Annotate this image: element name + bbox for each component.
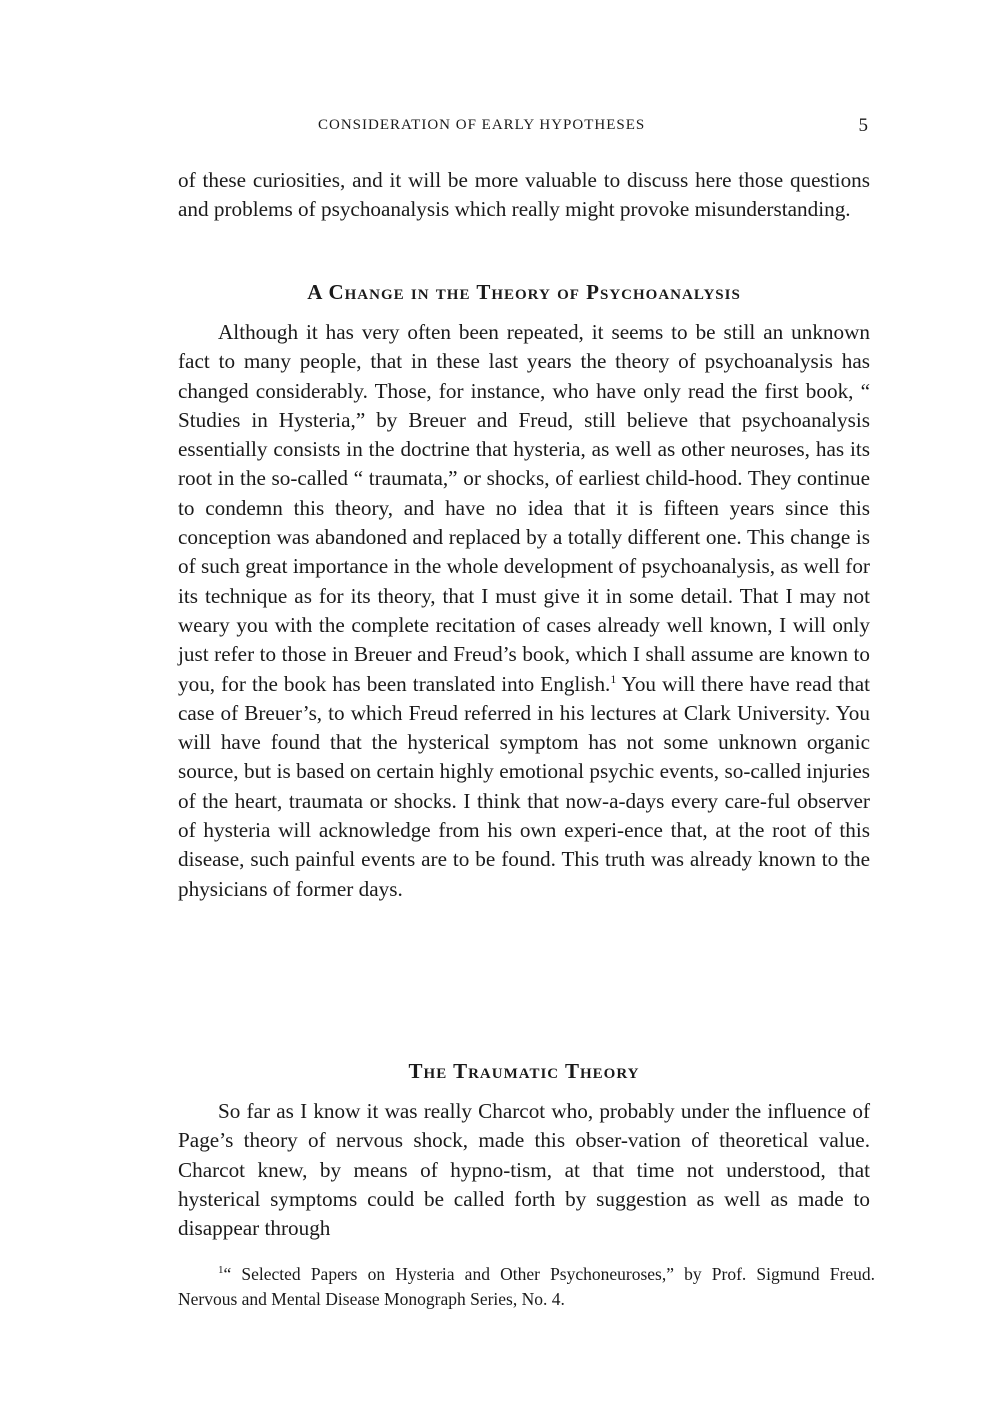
footnote-reference: 1: [610, 671, 617, 686]
section-heading-container: [178, 280, 870, 305]
paragraph-continued: [178, 166, 870, 225]
running-head: [178, 117, 868, 141]
paragraph-2-text-b: You will there have read that case of Breuer’s, to which Freud referred in his lectures at Clark University. You will have found that the hysterical symptom has not some unknown organic source, but is based on certain highly emotional psychic events, so-called injuries of the heart, traumata or shocks. I think that now-a-days every care-ful observer of hysteria will acknowledge from his own experi-ence that, at the root of this disease, such painful events are to be found. This truth was already known to the physicians of former days.: [178, 671, 870, 901]
footnote: [178, 1258, 875, 1312]
paragraph-2-container: [178, 318, 870, 904]
paragraph-1: of these curiosities, and it will be more valuable to discuss here those questions and problems of psychoanalysis which really might provoke misunderstanding.: [178, 168, 870, 222]
paragraph-3: So far as I know it was really Charcot who, probably under the influence of Page’s theory of nervous shock, made this obser-vation of theoretical value. Charcot knew, by means of hypno-tism, at that time not understood, that hysterical symptoms could be called forth by suggestion as well as made to disappear through: [178, 1099, 870, 1241]
paragraph-2-text-a: Although it has very often been repeated, it seems to be still an unknown fact to many people, that in these last years the theory of psychoanalysis has changed considerably. Those, for instance, who have only read the first book, “ Studies in Hysteria,” by Breuer and Freud, still believe that psychoanalysis essentially consists in the doctrine that hysteria, as well as other neuroses, has its root in the so-called “ traumata,” or shocks, of earliest child-hood. They continue to condemn this theory, and have no idea that it is fifteen years since this conception was abandoned and replaced by a totally different one. This change is of such great importance in the whole development of psychoanalysis, as well for its technique as for its theory, that I must give it in some detail. That I may not weary you with the complete recitation of cases already well known, I will only just refer to those in Breuer and Freud’s book, which I shall assume are known to you, for the book has been translated into English.: [178, 320, 870, 696]
section-heading-change-in-theory: A Change in the Theory of Psychoanalysis: [307, 280, 741, 304]
section-heading-traumatic-theory: The Traumatic Theory: [408, 1059, 640, 1083]
running-title: CONSIDERATION OF EARLY HYPOTHESES: [318, 117, 646, 133]
footnote-text: “ Selected Papers on Hysteria and Other Psychoneuroses,” by Prof. Sigmund Freud. Nervous and Mental Disease Monograph Series, No. 4.: [178, 1263, 875, 1309]
paragraph-3-container: [178, 1097, 870, 1243]
paragraph-2: [178, 318, 870, 904]
footnote-marker: 1: [218, 1264, 224, 1276]
page-number: 5: [858, 115, 868, 136]
section-heading-container-2: [178, 1059, 870, 1084]
